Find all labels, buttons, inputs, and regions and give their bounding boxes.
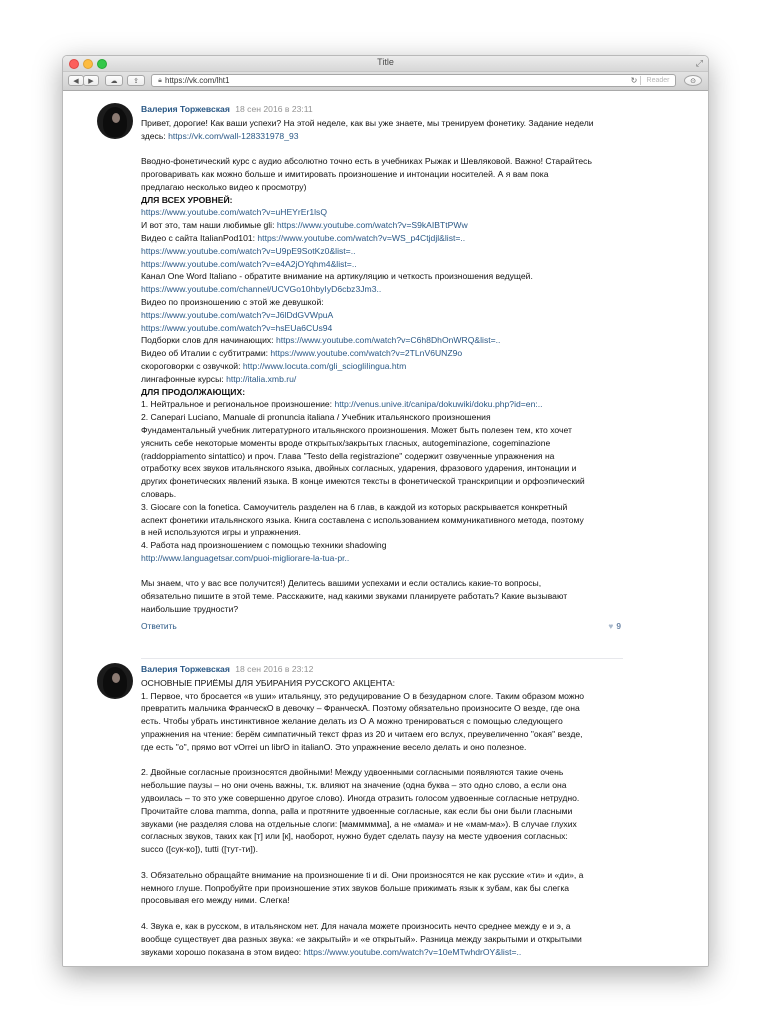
text-line [141, 488, 623, 501]
text-line [141, 437, 623, 450]
lock-icon: 🔒︎ [158, 76, 162, 84]
text-line [141, 181, 623, 194]
page-content [63, 91, 708, 966]
post-link[interactable]: https://www.youtube.com/watch?v=uHEYrEr1lsQ [141, 207, 328, 218]
text-line [141, 309, 623, 322]
text-line [141, 206, 623, 219]
blank-line [141, 142, 623, 155]
text-line [141, 805, 623, 818]
line-text: ДЛЯ ВСЕХ УРОВНЕЙ: [141, 194, 233, 205]
line-text: обязательно пишите в этой теме. Расскажите, над какими звуками планируете работать? Какие вызывают [141, 591, 568, 602]
line-text: ОСНОВНЫЕ ПРИЁМЫ ДЛЯ УБИРАНИЯ РУССКОГО АКЦЕНТА: [141, 677, 395, 688]
line-text: Мы знаем, что у вас все получится!) Делитесь вашими успехами и если остались какие-то вопросы, [141, 578, 542, 589]
post-link[interactable]: http://www.languagetsar.com/puoi-migliorare-la-tua-pr.. [141, 552, 350, 563]
post-date[interactable]: 18 сен 2016 в 23:12 [235, 664, 314, 674]
line-text: ДЛЯ ПРОДОЛЖАЮЩИХ: [141, 386, 246, 397]
reload-icon[interactable]: ↻ [630, 76, 638, 85]
author-name[interactable]: Валерия Торжевская [141, 664, 230, 674]
title-bar [63, 56, 708, 72]
text-line [141, 690, 623, 703]
post-link[interactable]: http://italia.xmb.ru/ [226, 373, 297, 384]
text-line [141, 117, 623, 130]
line-text: Вводно-фонетический курс с аудио абсолютно точно есть в учебниках Рыжак и Шевляковой. Важно! Старайтесь [141, 156, 592, 167]
line-text: 3. Giocare con la fonetica. Самоучитель разделен на 6 глав, в каждой из которых раскрывается конкретный [141, 501, 568, 512]
text-line [141, 194, 623, 207]
text-line [141, 946, 623, 959]
line-text: других фонетических явлений языка. В конце имеются тексты в фонетической транскрипции и орфоэпический [141, 476, 585, 487]
line-text: отработку всех звуков итальянского языка, двойных согласных, ударения, фразового ударения, интонации и [141, 463, 577, 474]
line-text: Видео об Италии с субтитрами: [141, 348, 271, 359]
post-date[interactable]: 18 сен 2016 в 23:11 [235, 104, 313, 114]
text-line [141, 894, 623, 907]
line-text: звуками хорошо показана в этом видео: [141, 946, 304, 957]
line-text: 1. Первое, что бросается «в уши» итальянцу, это редуцирование О в безударном слоге. Таким образом можно [141, 690, 585, 701]
text-line [141, 450, 623, 463]
post-link[interactable]: https://www.youtube.com/watch?v=hsEUa6CUs94 [141, 322, 333, 333]
post-body [141, 103, 623, 634]
blank-line [141, 565, 623, 578]
line-text: 3. Обязательно обращайте внимание на произношение ti и di. Они произносятся не как русские «ти» и «ди», а [141, 869, 584, 880]
text-line [141, 155, 623, 168]
text-line [141, 539, 623, 552]
window-title: Title [377, 57, 394, 67]
line-text: словарь. [141, 488, 177, 499]
line-text: 2. Двойные согласные произносятся двойными! Между удвоенными согласными появляются такие очень [141, 767, 564, 778]
text-line [141, 219, 623, 232]
text-line [141, 462, 623, 475]
line-text: 4. Звука е, как в русском, в итальянском нет. Для начала можете произносить нечто среднее между е и э, а [141, 920, 571, 931]
back-arrow-icon[interactable]: ◀ [68, 75, 84, 86]
reader-button[interactable]: Reader [640, 76, 675, 85]
line-text: скороговорки с озвучкой: [141, 360, 243, 371]
text-line [141, 715, 623, 728]
line-text: проговаривать как можно больше и имитировать произношение и интонации носителей. А я вам пока [141, 168, 549, 179]
line-text: в ней используются игры и упражнения. [141, 527, 301, 538]
download-icon[interactable]: ⊙ [684, 75, 702, 86]
text-line [141, 869, 623, 882]
post-body [141, 663, 623, 958]
text-line [141, 386, 623, 399]
blank-line [141, 907, 623, 920]
line-text: Привет, дорогие! Как ваши успехи? На этой неделе, как вы уже знаете, мы тренируем фонетику. Задание недели [141, 117, 594, 128]
like-count: 9 [616, 620, 621, 631]
browser-toolbar [63, 72, 708, 91]
avatar[interactable] [97, 103, 133, 139]
fullscreen-icon[interactable]: ⤢ [695, 58, 703, 68]
post-link[interactable]: http://www.locuta.com/gli_sciogliIingua.htm [242, 360, 407, 371]
line-text: 2. Canepari Luciano, Manuale di pronuncia italiana / Учебник итальянского произношения [141, 412, 491, 423]
line-text: звуками (не разделяя слова на отдельные слоги: [маммммма], а не «мама» и не «мам-ма»). В случае глухих [141, 818, 577, 829]
heart-icon: ♥ [608, 620, 614, 631]
post-footer [141, 618, 623, 634]
post-header [141, 663, 623, 676]
line-text: упражнения на чтение: берём симпатичный текст фраз из 20 и читаем его вслух, преувеличенно "окая" везде, [141, 728, 583, 739]
text-line [141, 322, 623, 335]
text-line [141, 360, 623, 373]
text-line [141, 843, 623, 856]
url-text[interactable]: https://vk.com/lht1 [165, 76, 230, 85]
line-text: вообще существует два разных звука: «е закрытый» и «е открытый». Разница между закрытыми и открытыми [141, 933, 582, 944]
line-text: Видео по произношению с этой же девушкой: [141, 296, 324, 307]
text-line [141, 334, 623, 347]
line-text: И вот это, там наши любимые gli: [141, 220, 277, 231]
text-line [141, 920, 623, 933]
line-text: где есть "о", прямо вот vOrrei un librO in italianO. Это упражнение весело делать и оно полезное. [141, 741, 527, 752]
post-link[interactable]: https://www.youtube.com/watch?v=WS_p4Ctjdjl&list=.. [257, 232, 466, 243]
post-link[interactable]: https://www.youtube.com/watch?v=2TLnV6UNZ9o [270, 348, 463, 359]
line-text: Видео с сайта ItalianPod101: [141, 232, 258, 243]
text-line [141, 232, 623, 245]
blank-line [141, 754, 623, 767]
line-text: просовывая его между ними. Слегка! [141, 895, 290, 906]
line-text: Канал One Word Italiano - обратите внимание на артикуляцию и четкость произношения ведущей. [141, 271, 533, 282]
text-line [141, 830, 623, 843]
text-line [141, 933, 623, 946]
text-line [141, 424, 623, 437]
text-line [141, 245, 623, 258]
line-text: немного глуше. Попробуйте при произношение этих звуков больше прижимать язык к зубам, как бы слегка [141, 882, 570, 893]
text-line [141, 373, 623, 386]
text-line [141, 677, 623, 690]
text-line [141, 347, 623, 360]
line-text: превратить мальчика ФранческО в девочку – ФранческА. Поэтому обязательно произносите О везде, где она [141, 703, 580, 714]
line-text: лингафонные курсы: [141, 373, 227, 384]
text-line [141, 766, 623, 779]
line-text: предлагаю несколько видео к просмотру) [141, 181, 307, 192]
text-line [141, 741, 623, 754]
line-text: удвоилась – то это уже совершенно другое слово). Иногда отразить голосом удвоенные согласные нетрудно. [141, 792, 580, 803]
line-text: аспект фонетики итальянского языка. Книга составлена с использованием коммуникативного метода, поэтому [141, 514, 584, 525]
text-line [141, 882, 623, 895]
line-text: есть. Чтобы убрать инстинктивное желание делать из О А можно тренироваться с помощью следующего [141, 716, 563, 727]
post-link[interactable]: https://www.youtube.com/watch?v=J6lDdGVWpuA [141, 309, 334, 320]
line-text: Фундаментальный учебник литературного итальянского произношения. Может быть полезен тем, кто хочет [141, 424, 572, 435]
blank-line [141, 856, 623, 869]
post-link[interactable]: https://www.youtube.com/watch?v=10eMTwhdrOY&list=.. [303, 946, 522, 957]
post-link[interactable]: https://www.youtube.com/watch?v=U9pE9SotKz0&list=.. [141, 245, 356, 256]
post-link[interactable]: https://vk.com/wall-128331978_93 [168, 130, 299, 141]
post-link[interactable]: https://www.youtube.com/watch?v=e4A2jOYqhm4&list=.. [141, 258, 357, 269]
post-text [141, 677, 623, 959]
post-link[interactable]: https://www.youtube.com/watch?v=C6h8DhOnWRQ&list=.. [275, 335, 501, 346]
text-line [141, 603, 623, 616]
reply-link[interactable]: Ответить [141, 620, 177, 631]
text-line [141, 792, 623, 805]
line-text: (raddoppiamento sintattico) и проч. Глава "Testo della registrazione" содержит озвученные упражнения на [141, 450, 555, 461]
line-text: согласных звуков, таких как [т] или [к], наоборот, нужно будет сделать паузу на месте удвоения согласных: [141, 831, 568, 842]
post-link[interactable]: https://www.youtube.com/channel/UCVGo10hbyIyD6cbz3Jm3.. [141, 284, 382, 295]
line-text: Прочитайте слова mamma, donna, palla и протяните удвоенные согласные, как если бы они были гласными [141, 805, 573, 816]
text-line [141, 514, 623, 527]
text-line [141, 475, 623, 488]
text-line [141, 258, 623, 271]
line-text: 1. Нейтральное и региональное произношение: [141, 399, 335, 410]
line-text: Подборки слов для начинающих: [141, 335, 276, 346]
author-name[interactable]: Валерия Торжевская [141, 104, 230, 114]
text-line [141, 283, 623, 296]
text-line [141, 577, 623, 590]
post-header [141, 103, 623, 116]
address-bar[interactable] [151, 74, 676, 87]
text-line [141, 411, 623, 424]
text-line [141, 590, 623, 603]
post-link[interactable]: https://www.youtube.com/watch?v=S9kAIBTtPWw [276, 220, 468, 231]
text-line [141, 501, 623, 514]
line-text: здесь: [141, 130, 169, 141]
text-line [141, 818, 623, 831]
share-icon[interactable]: ⇪ [127, 75, 145, 86]
text-line [141, 728, 623, 741]
line-text: уяснить себе некоторые моменты вроде открытых/закрытых гласных, autogeminazione, cogeminazione [141, 437, 551, 448]
text-line [141, 702, 623, 715]
text-line [141, 168, 623, 181]
text-line [141, 296, 623, 309]
browser-window [62, 55, 709, 967]
post-link[interactable]: http://venus.unive.it/canipa/dokuwiki/doku.php?id=en:.. [334, 399, 543, 410]
icloud-icon[interactable]: ☁ [105, 75, 123, 86]
like-button[interactable] [608, 620, 621, 633]
line-text: succo ([сук-ко]), tutti ([тут-ти]). [141, 844, 258, 855]
line-text: 4. Работа над произношением с помощью техники shadowing [141, 540, 387, 551]
text-line [141, 398, 623, 411]
line-text: наибольшие трудности? [141, 604, 239, 615]
post-text [141, 117, 623, 616]
line-text: небольшие паузы – но они очень важны, т.к. влияют на значение (одна буква – это одно слово, а если она [141, 780, 567, 791]
text-line [141, 526, 623, 539]
text-line [141, 130, 623, 143]
forward-arrow-icon[interactable]: ▶ [83, 75, 99, 86]
text-line [141, 552, 623, 565]
text-line [141, 779, 623, 792]
text-line [141, 270, 623, 283]
avatar[interactable] [97, 663, 133, 699]
post-divider [141, 658, 623, 659]
